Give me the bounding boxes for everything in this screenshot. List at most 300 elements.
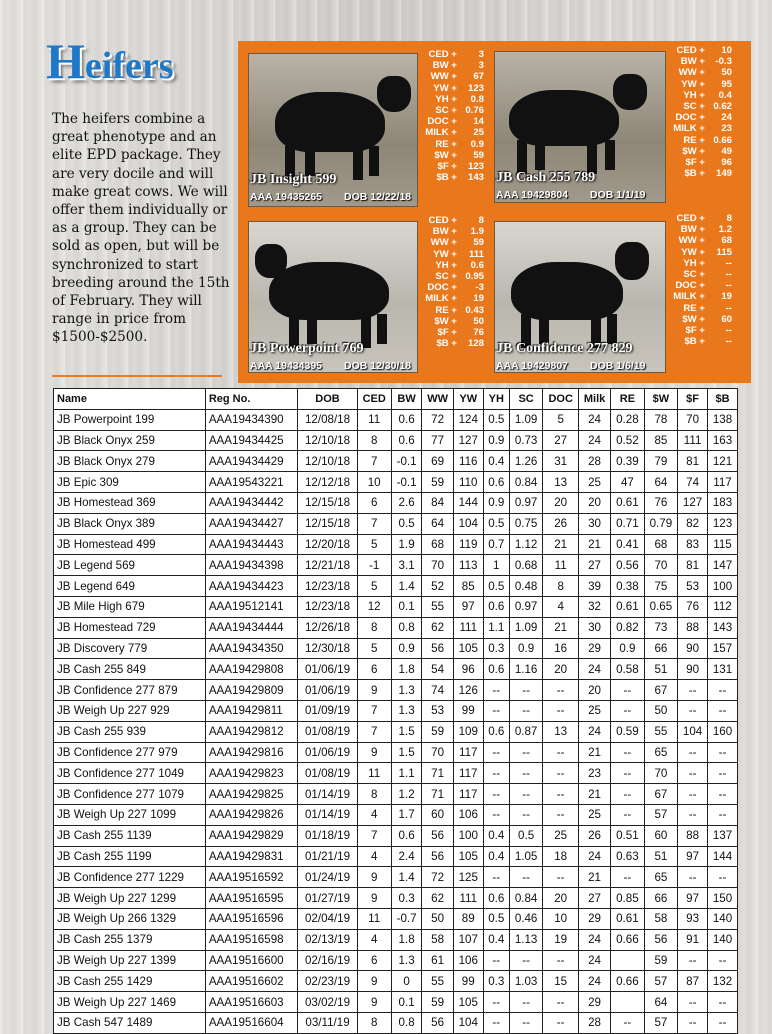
epd-value: 60 [721,313,732,325]
epd-row [424,237,484,248]
table-cell: 90 [678,659,708,680]
table-cell: 140 [708,908,738,929]
table-cell: 1.5 [391,721,422,742]
table-cell: 29 [578,638,610,659]
table-cell: 116 [453,451,483,472]
epd-row [424,215,484,226]
table-cell: 30 [578,513,610,534]
epd-value: 19 [473,293,484,305]
table-cell: 68 [422,534,453,555]
table-row [54,804,738,825]
table-cell [611,992,645,1013]
epd-row [672,45,732,56]
table-cell: -- [678,763,708,784]
table-cell: 58 [644,908,678,929]
table-row [54,534,738,555]
table-cell: 5 [543,409,579,430]
column-header: Reg No. [205,389,298,410]
table-cell: -- [509,763,543,784]
table-cell: -- [678,700,708,721]
table-cell: 0.71 [611,513,645,534]
table-cell: 24 [578,659,610,680]
table-row [54,1012,738,1033]
table-row [54,721,738,742]
epd-plus: + [451,127,457,139]
epd-plus: + [699,269,705,281]
epd-value: 128 [467,338,484,350]
table-cell: 105 [453,992,483,1013]
table-cell: 87 [678,971,708,992]
epd-plus: + [451,138,457,150]
epd-value: 1.9 [470,226,484,238]
table-cell: 21 [578,784,610,805]
epd-value: -- [725,257,732,269]
table-cell: 0.7 [483,534,509,555]
table-cell: 0.4 [483,929,509,950]
table-cell: 0.5 [483,576,509,597]
table-cell: -- [678,742,708,763]
epd-row [672,123,732,134]
table-cell: 0.28 [611,409,645,430]
table-cell: 61 [422,950,453,971]
column-header: Milk [578,389,610,410]
table-cell: AAA19429808 [205,659,298,680]
epd-value: 96 [721,157,732,169]
epd-value: 23 [721,123,732,135]
table-cell: 57 [644,1012,678,1033]
table-cell: -- [509,950,543,971]
column-header: YH [483,389,509,410]
table-cell: 24 [578,971,610,992]
table-row [54,430,738,451]
heifer-info: AAA 19429807 DOB 1/6/19 [496,360,646,372]
epd-plus: + [451,105,457,117]
epd-trait: MILK [673,123,697,135]
table-cell: JB Cash 255 1199 [54,846,206,867]
table-cell: 0.9 [391,638,422,659]
table-cell: 71 [422,763,453,784]
epd-value: 1.2 [718,224,732,236]
table-cell: 03/02/19 [298,992,357,1013]
table-cell: 69 [422,451,453,472]
page-title: Heifers [46,33,174,89]
table-cell: 140 [708,929,738,950]
epd-value: 0.43 [465,304,484,316]
table-cell: -- [611,804,645,825]
table-cell: 20 [543,492,579,513]
table-cell: 11 [543,555,579,576]
epd-row [672,79,732,90]
table-cell: 67 [644,784,678,805]
table-cell: 1.12 [509,534,543,555]
epd-trait: WW [678,235,697,247]
table-cell: 157 [708,638,738,659]
table-cell: 27 [543,430,579,451]
table-cell: 0.5 [483,409,509,430]
table-cell: 9 [357,888,391,909]
epd-value: 68 [721,235,732,247]
table-cell: -- [543,950,579,971]
epd-row [672,291,732,302]
table-row [54,638,738,659]
table-cell: 112 [708,596,738,617]
epd-plus: + [699,101,705,113]
column-header: BW [391,389,422,410]
table-cell: 117 [453,742,483,763]
epd-trait: $W [682,145,697,157]
table-cell: AAA19429811 [205,700,298,721]
table-cell: 8 [543,576,579,597]
table-cell: 79 [644,451,678,472]
table-cell: 0.41 [611,534,645,555]
table-cell: AAA19543221 [205,472,298,493]
epd-row [424,271,484,282]
table-cell: 1.1 [391,763,422,784]
table-cell: 74 [422,680,453,701]
heifer-info: AAA 19435265 DOB 12/22/18 [250,191,412,203]
table-cell: 01/06/19 [298,659,357,680]
table-cell: 64 [422,513,453,534]
table-cell: 53 [422,700,453,721]
table-cell: 50 [422,908,453,929]
featured-heifers-panel [238,41,751,383]
table-cell: 127 [678,492,708,513]
epd-plus: + [451,172,457,184]
table-cell: -- [708,804,738,825]
table-cell: 51 [644,659,678,680]
table-cell: 21 [578,534,610,555]
table-cell: 26 [543,513,579,534]
table-cell: 1.9 [391,534,422,555]
epd-plus: + [451,338,457,350]
table-cell: 12/15/18 [298,492,357,513]
table-cell: 70 [678,409,708,430]
table-cell: AAA19516603 [205,992,298,1013]
table-cell: 9 [357,992,391,1013]
table-cell: 6 [357,659,391,680]
table-cell: JB Confidence 277 979 [54,742,206,763]
table-cell: 55 [422,971,453,992]
table-cell: -- [611,680,645,701]
table-cell: 0.6 [483,659,509,680]
table-cell: 138 [708,409,738,430]
epd-plus: + [451,327,457,339]
table-cell: 0.61 [611,596,645,617]
table-cell: -- [509,680,543,701]
table-cell: -- [543,680,579,701]
table-cell: AAA19429812 [205,721,298,742]
table-cell: 73 [644,617,678,638]
table-cell: 0.3 [483,971,509,992]
table-cell: 12/30/18 [298,638,357,659]
table-cell: 0 [391,971,422,992]
table-cell: -- [543,742,579,763]
table-cell: 65 [644,867,678,888]
epd-plus: + [699,246,705,258]
table-cell: 0.9 [611,638,645,659]
table-cell: -- [678,680,708,701]
table-cell: -- [483,700,509,721]
table-cell: 111 [453,888,483,909]
table-cell: 24 [578,430,610,451]
table-cell: 91 [678,929,708,950]
epd-plus: + [699,89,705,101]
table-cell: -- [611,1012,645,1033]
table-cell: 0.6 [483,888,509,909]
table-cell: AAA19516592 [205,867,298,888]
table-cell: 67 [644,680,678,701]
epd-row [424,71,484,82]
epd-row [672,303,732,314]
table-cell: 12/26/18 [298,617,357,638]
table-cell: 111 [678,430,708,451]
table-cell: -- [678,784,708,805]
table-cell: 0.6 [483,721,509,742]
epd-trait: DOC [675,280,697,292]
table-cell: 131 [708,659,738,680]
epd-value: 24 [721,112,732,124]
table-cell: 20 [578,680,610,701]
table-cell: AAA19434423 [205,576,298,597]
epd-trait: SC [435,105,449,117]
table-cell: 0.4 [483,846,509,867]
table-cell: 1.5 [391,742,422,763]
epd-trait: MILK [673,291,697,303]
epd-value: 123 [467,82,484,94]
table-cell: 1.2 [391,784,422,805]
table-cell: 01/08/19 [298,721,357,742]
epd-trait: WW [430,71,449,83]
table-cell: 30 [578,617,610,638]
epd-trait: $F [437,327,449,339]
heifer-name: JB Confidence 277 829 [496,341,633,356]
epd-row [424,139,484,150]
table-cell: 13 [543,721,579,742]
epd-value: 25 [473,127,484,139]
table-cell: 01/06/19 [298,680,357,701]
table-cell: 160 [708,721,738,742]
epd-row [672,157,732,168]
table-cell: 62 [422,888,453,909]
table-cell: JB Weigh Up 266 1329 [54,908,206,929]
epd-plus: + [699,67,705,79]
table-cell: 70 [644,763,678,784]
intro-paragraph: The heifers combine a great phenotype and an elite EPD package. They are very docile and will make great cows. We will offer them individually or as a group. They can be sold as open, but will be synchronized to start breeding around the 15th of February. They will range in price from $1500-$2500. [52,111,230,346]
table-cell: 0.5 [391,513,422,534]
table-cell: 137 [708,825,738,846]
table-cell: 72 [422,409,453,430]
epd-trait: $B [436,338,449,350]
table-cell: 7 [357,721,391,742]
table-cell: 5 [357,534,391,555]
table-cell: -- [483,680,509,701]
epd-plus: + [451,71,457,83]
epd-trait: YW [681,246,697,258]
epd-plus: + [699,336,705,348]
table-cell: 88 [678,617,708,638]
epd-value: 3 [478,49,484,60]
table-cell: JB Cash 255 1139 [54,825,206,846]
table-cell: AAA19429809 [205,680,298,701]
epd-row [424,127,484,138]
table-cell: 0.6 [483,472,509,493]
epd-trait: SC [683,101,697,113]
table-cell: 12/12/18 [298,472,357,493]
table-cell: -- [678,992,708,1013]
epd-value: 115 [716,246,732,258]
table-cell: -1 [357,555,391,576]
table-cell: 104 [678,721,708,742]
table-cell: 97 [678,888,708,909]
table-cell: 21 [543,534,579,555]
epd-row [424,150,484,161]
table-cell: 75 [644,576,678,597]
epd-trait: DOC [675,112,697,124]
epd-trait: $B [684,336,697,348]
epd-value: 123 [467,161,484,173]
heifer-name: JB Insight 599 [250,172,337,187]
table-cell: 02/04/19 [298,908,357,929]
table-cell: 147 [708,555,738,576]
table-cell: 28 [578,451,610,472]
epd-row [672,247,732,258]
epd-row [672,314,732,325]
table-cell: 0.61 [611,492,645,513]
table-cell: JB Cash 255 849 [54,659,206,680]
table-cell: -- [483,992,509,1013]
table-cell: -- [509,742,543,763]
table-cell: 0.4 [483,451,509,472]
table-cell: 01/08/19 [298,763,357,784]
table-cell: 25 [543,825,579,846]
table-cell: 0.5 [509,825,543,846]
epd-trait: RE [683,302,697,314]
table-cell: 0.6 [483,596,509,617]
table-cell: -- [678,1012,708,1033]
epd-plus: + [451,60,457,72]
table-cell: 01/09/19 [298,700,357,721]
table-cell: AAA19434425 [205,430,298,451]
epd-plus: + [451,248,457,260]
table-cell: 53 [678,576,708,597]
table-cell: AAA19516604 [205,1012,298,1033]
table-cell: 82 [678,513,708,534]
heifer-info: AAA 19434395 DOB 12/30/18 [250,360,412,372]
epd-plus: + [699,280,705,292]
table-cell: 1.09 [509,409,543,430]
epd-trait: YH [683,257,697,269]
table-cell: 6 [357,950,391,971]
table-cell: 51 [644,846,678,867]
table-cell: 1.4 [391,576,422,597]
epd-row [424,338,484,349]
table-cell: 8 [357,430,391,451]
epd-value: 19 [721,291,732,303]
table-cell: 58 [422,929,453,950]
table-cell: JB Weigh Up 227 929 [54,700,206,721]
epd-trait: MILK [425,127,449,139]
table-cell: 02/23/19 [298,971,357,992]
epd-plus: + [699,157,705,169]
table-cell: 1.13 [509,929,543,950]
table-cell: 0.8 [391,617,422,638]
table-cell: 97 [453,596,483,617]
table-cell: 109 [453,721,483,742]
table-cell: -- [708,1012,738,1033]
table-cell: 83 [678,534,708,555]
table-row [54,596,738,617]
table-cell: JB Homestead 369 [54,492,206,513]
table-cell: AAA19434442 [205,492,298,513]
table-cell: 12 [357,596,391,617]
table-cell: 6 [357,492,391,513]
table-cell: 01/24/19 [298,867,357,888]
epd-row [424,226,484,237]
table-cell: 125 [453,867,483,888]
table-cell: 16 [543,638,579,659]
epd-trait: $B [684,168,697,180]
table-cell: 100 [708,576,738,597]
epd-row [424,49,484,60]
table-cell: -- [678,950,708,971]
table-cell: 55 [644,721,678,742]
table-cell: 21 [578,742,610,763]
table-cell: 105 [453,638,483,659]
epd-trait: CED [428,215,449,226]
table-cell: -- [509,804,543,825]
table-cell: 12/15/18 [298,513,357,534]
table-cell: 56 [422,846,453,867]
table-cell: 4 [357,929,391,950]
table-row [54,888,738,909]
epd-row [672,135,732,146]
table-cell: 100 [453,825,483,846]
table-cell: 1.3 [391,680,422,701]
epd-list-2 [672,45,732,179]
table-cell: -- [611,700,645,721]
table-cell: 4 [543,596,579,617]
table-cell: -- [483,784,509,805]
table-cell: 02/13/19 [298,929,357,950]
epd-plus: + [699,145,705,157]
table-cell: 02/16/19 [298,950,357,971]
table-cell: 01/18/19 [298,825,357,846]
epd-value: 0.76 [465,105,484,117]
epd-trait: RE [435,138,449,150]
table-cell: 39 [578,576,610,597]
epd-plus: + [451,304,457,316]
table-row [54,617,738,638]
table-cell: -- [708,784,738,805]
table-cell: 123 [708,513,738,534]
epd-trait: RE [435,304,449,316]
table-cell: 12/21/18 [298,555,357,576]
table-cell: 0.97 [509,492,543,513]
table-cell: 0.5 [483,513,509,534]
epd-trait: BW [432,226,449,238]
table-row [54,742,738,763]
table-cell: -- [708,992,738,1013]
table-cell: JB Mile High 679 [54,596,206,617]
epd-plus: + [699,235,705,247]
table-cell: -0.7 [391,908,422,929]
table-cell: JB Weigh Up 227 1469 [54,992,206,1013]
epd-row [424,293,484,304]
table-cell: 1.26 [509,451,543,472]
table-cell: 0.73 [509,430,543,451]
table-cell: AAA19512141 [205,596,298,617]
table-cell: 1.3 [391,700,422,721]
